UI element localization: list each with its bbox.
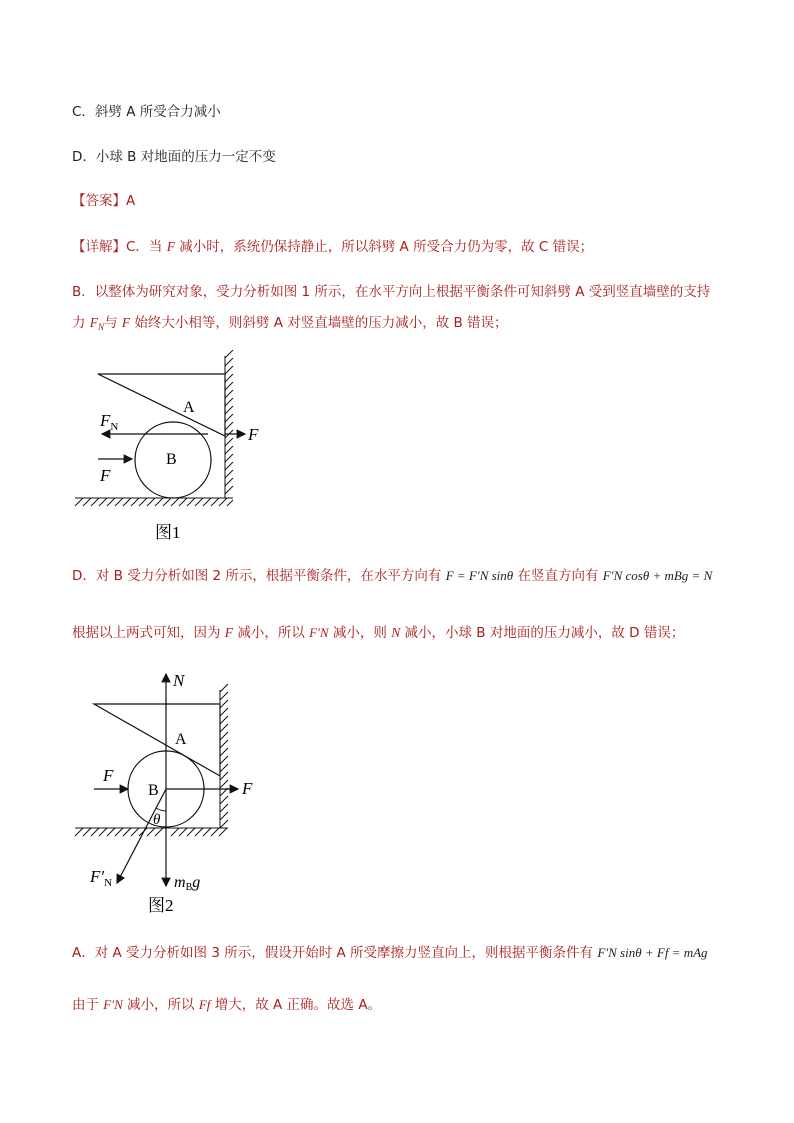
figure-2	[70, 668, 270, 920]
figure2-label-theta: θ	[153, 812, 161, 828]
analysis-c-text-2: 减小时，系统仍保持静止，所以斜劈 A 所受合力仍为零，故 C 错误；	[174, 239, 594, 255]
figure1-caption: 图1	[155, 523, 181, 542]
analysis-a	[72, 943, 708, 963]
figure2-ground	[75, 828, 228, 836]
figure1-label-fn: $F_N$	[100, 411, 119, 433]
figure2-label-mg: mBg	[174, 874, 201, 893]
figure2-label-f-left: F	[103, 766, 114, 785]
analysis-b-fn: F	[89, 315, 99, 330]
analysis-a-eq: F′N sinθ + Ff = mAg	[597, 945, 708, 960]
conclusion-fn: F′N	[309, 625, 329, 640]
final-text-b: 减小，所以	[122, 997, 199, 1013]
answer-line	[72, 191, 135, 211]
analysis-b-f: F	[121, 315, 131, 330]
analysis-c-text-1: C．当	[126, 239, 167, 255]
conclusion-text-d: 减小，小球 B 对地面的压力减小，故 D 错误；	[400, 625, 685, 641]
analysis-a-text: A．对 A 受力分析如图 3 所示，假设开始时 A 所受摩擦力竖直向上，则根据平衡条件有	[72, 945, 598, 961]
figure2-label-b: B	[148, 782, 159, 799]
analysis-d-eq1: F = F′N sinθ	[445, 568, 514, 583]
analysis-d	[72, 566, 712, 586]
analysis-d-eq2: F′N cosθ + mBg = N	[602, 568, 713, 583]
final-fn: F′N	[103, 997, 123, 1012]
option-d: D．小球 B 对地面的压力一定不变	[72, 149, 276, 165]
conclusion-f: F	[224, 625, 234, 640]
figure1-label-a: A	[183, 399, 195, 416]
analysis-d-text-2: 在竖直方向有	[513, 568, 603, 584]
analysis-c-var: F	[166, 239, 175, 254]
final-text-c: 增大，故 A 正确。故选 A。	[210, 997, 382, 1013]
analysis-c	[72, 237, 593, 257]
figure2-fn-arrow	[117, 789, 166, 883]
option-c: C．斜劈 A 所受合力减小	[72, 104, 221, 120]
answer-label: 【答案】	[72, 193, 126, 209]
figure2-theta-arc	[156, 808, 166, 811]
figure2-label-fn: $F'_N$	[90, 867, 113, 889]
analysis-d-text-1: D．对 B 受力分析如图 2 所示，根据平衡条件，在水平方向有	[72, 568, 446, 584]
analysis-label: 【详解】	[72, 239, 126, 255]
analysis-b-text-a: 力	[72, 315, 90, 331]
figure1-label-f-right: F	[248, 425, 259, 444]
answer-value: A	[126, 193, 136, 209]
analysis-b-line2	[72, 313, 508, 337]
figure1-ground	[75, 498, 233, 506]
conclusion-text-a: 根据以上两式可知，因为	[72, 625, 225, 641]
analysis-b-text-b: 与	[104, 315, 122, 331]
figure2-wall	[220, 684, 228, 828]
figure2-label-n: N	[173, 671, 185, 690]
figure2-label-f-right: F	[242, 779, 253, 798]
conclusion-text-b: 减小，所以	[233, 625, 310, 641]
analysis-b-text-c: 始终大小相等，则斜劈 A 对竖直墙壁的压力减小，故 B 错误；	[130, 315, 508, 331]
figure1-wall	[225, 350, 233, 498]
conclusion-n: N	[391, 625, 401, 640]
final-text-a: 由于	[72, 997, 104, 1013]
final-ff: Ff	[198, 997, 211, 1012]
analysis-b-line1: B．以整体为研究对象，受力分析如图 1 所示，在水平方向上根据平衡条件可知斜劈 A 受到竖直墙壁的支持	[72, 284, 711, 300]
analysis-final	[72, 995, 381, 1015]
figure2-caption: 图2	[148, 896, 174, 915]
figure1-label-b: B	[166, 451, 177, 468]
conclusion-text-c: 减小，则	[328, 625, 392, 641]
analysis-b-fn-sub: N	[98, 322, 105, 332]
analysis-conclusion	[72, 623, 684, 643]
figure1-label-f-left: F	[100, 466, 111, 485]
figure-1	[70, 348, 270, 548]
figure2-label-a: A	[175, 731, 187, 748]
